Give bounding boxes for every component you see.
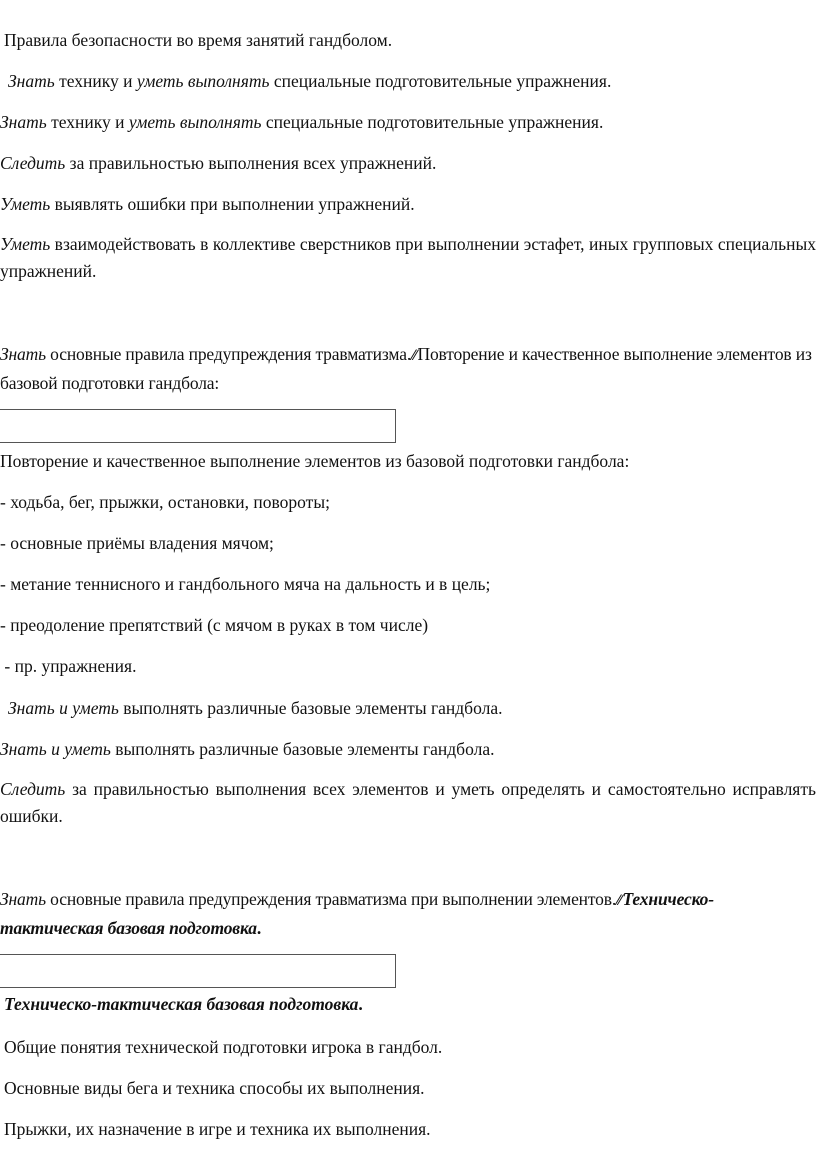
paragraph-text: специальные подготовительные упражнения. — [261, 112, 604, 132]
heading-period: . — [256, 918, 262, 938]
separator-glyph-icon: ⁄⁄ — [412, 348, 417, 364]
emphasis-know: Знать — [0, 889, 46, 909]
empty-frame — [0, 954, 396, 988]
paragraph-text: выявлять ошибки при выполнении упражнений. — [50, 194, 415, 214]
list-item: - преодоление препятствий (с мячом в руках в том числе) — [0, 615, 429, 635]
section-heading — [4, 993, 363, 1015]
emphasis-can-perform: уметь выполнять — [128, 112, 262, 132]
paragraph-text: основные правила предупреждения травматизма. — [45, 344, 412, 364]
paragraph-text: основные правила предупреждения травматизма при выполнении элементов. — [45, 889, 617, 909]
empty-frame — [0, 409, 396, 443]
paragraph-cooperate — [0, 231, 816, 285]
list-item: - метание теннисного и гандбольного мяча на дальность и в цель; — [0, 574, 491, 594]
list-item: - пр. упражнения. — [0, 656, 137, 676]
paragraph-text: Повторение и качественное выполнение элементов из базовой подготовки гандбола: — [0, 344, 812, 393]
paragraph-know-technique — [0, 111, 603, 133]
paragraph-text: технику и — [46, 112, 129, 132]
paragraph-text: выполнять различные базовые элементы гандбола. — [110, 739, 495, 759]
paragraph-text: за правильностью выполнения всех упражнений. — [65, 153, 437, 173]
paragraph-general-concepts: Общие понятия технической подготовки игрока в гандбол. — [4, 1037, 443, 1057]
paragraph-injury-prevention-elements — [0, 886, 816, 942]
emphasis-know-and-can: Знать и уметь — [0, 739, 111, 759]
emphasis-know-and-can: Знать и уметь — [8, 698, 119, 718]
heading-text: Техническо-тактическая базовая подготовка — [4, 994, 359, 1014]
heading-period: . — [358, 994, 363, 1014]
paragraph-text: технику и — [54, 71, 137, 91]
emphasis-can: Уметь — [0, 194, 51, 214]
list-item: - ходьба, бег, прыжки, остановки, повороты; — [0, 492, 330, 512]
paragraph-text: выполнять различные базовые элементы гандбола. — [118, 698, 503, 718]
paragraph-jumps: Прыжки, их назначение в игре и техника их выполнения. — [4, 1119, 431, 1139]
emphasis-can: Уметь — [0, 234, 51, 254]
bullet-paragraph-1 — [4, 70, 611, 92]
list-item: - основные приёмы владения мячом; — [0, 533, 274, 553]
emphasis-know: Знать — [0, 344, 46, 364]
bullet-paragraph-2 — [4, 697, 502, 719]
paragraph-text: специальные подготовительные упражнения. — [269, 71, 612, 91]
emphasis-watch: Следить — [0, 153, 66, 173]
paragraph-running-types: Основные виды бега и техника способы их выполнения. — [4, 1078, 425, 1098]
emphasis-know: Знать — [8, 71, 55, 91]
emphasis-watch: Следить — [0, 779, 66, 799]
paragraph-injury-prevention — [0, 341, 816, 397]
paragraph-detect-errors — [0, 193, 415, 215]
paragraph-watch-correctness — [0, 152, 436, 174]
paragraph-correct-errors — [0, 776, 816, 830]
emphasis-can-perform: уметь выполнять — [136, 71, 270, 91]
paragraph-repeat-elements: Повторение и качественное выполнение элементов из базовой подготовки гандбола: — [0, 451, 630, 471]
document-title: Правила безопасности во время занятий гандболом. — [4, 30, 393, 50]
separator-glyph-icon: ⁄⁄ — [617, 893, 622, 909]
heading-inline: Техническо-тактическая базовая подготовка — [0, 889, 714, 938]
paragraph-basic-elements — [0, 738, 494, 760]
emphasis-know: Знать — [0, 112, 47, 132]
paragraph-text: взаимодействовать в коллективе сверстников при выполнении эстафет, иных групповых специальных упражнений. — [0, 234, 816, 281]
paragraph-text: за правильностью выполнения всех элементов и уметь определять и самостоятельно исправлять ошибки. — [0, 779, 816, 826]
